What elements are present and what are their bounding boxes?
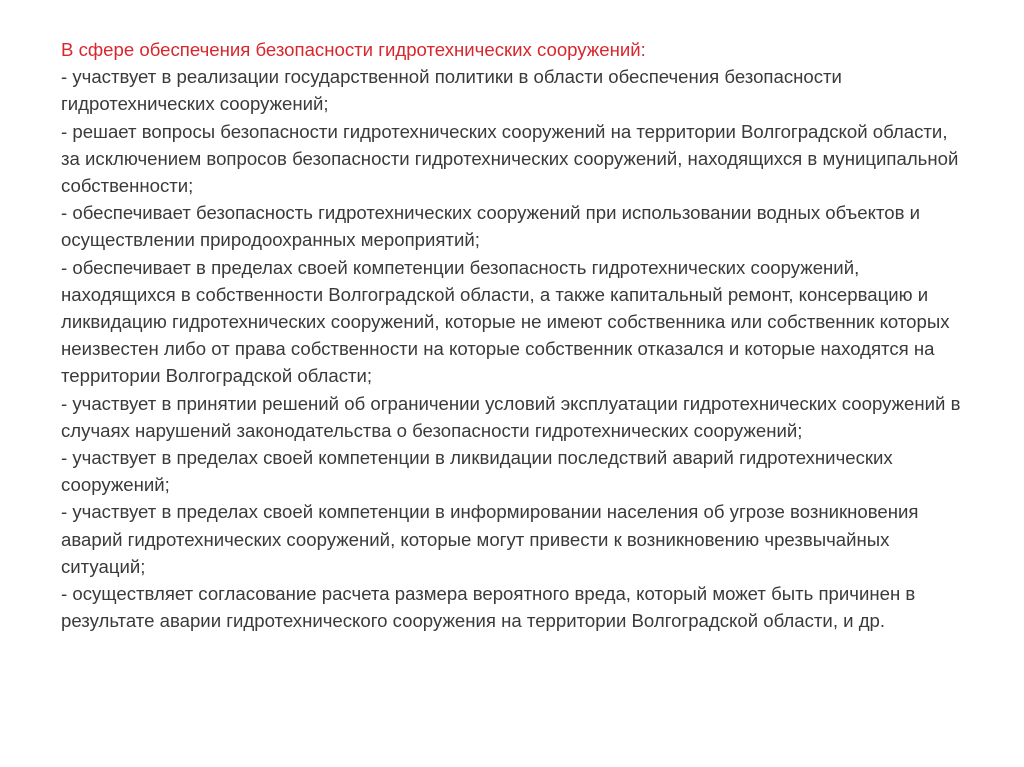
list-item: - обеспечивает в пределах своей компетенции безопасность гидротехнических сооружений, находящихся в собственности Волгоградской области, а также капитальный ремонт, консервацию и ликвидацию гидротехнических сооружений, которые не имеют собственника или собственник которых неизвестен либо от права собственности на которые собственник отказался и которые находятся на территории Волгоградской области;	[61, 256, 950, 387]
list-item: - осуществляет согласование расчета размера вероятного вреда, который может быть причинен в результате аварии гидротехнического сооружения на территории Волгоградской области, и др.	[61, 583, 916, 632]
list-item: - решает вопросы безопасности гидротехнических сооружений на территории Волгоградской области, за исключением вопросов безопасности гидротехнических сооружений, находящихся в муниципальной собственности;	[61, 120, 959, 197]
section-heading: В сфере обеспечения безопасности гидротехнических сооружений:	[61, 39, 646, 60]
list-item: - участвует в пределах своей компетенции в ликвидации последствий аварий гидротехнических сооружений;	[61, 447, 893, 496]
list-item: - обеспечивает безопасность гидротехнических сооружений при использовании водных объектов и осуществлении природоохранных мероприятий;	[61, 202, 921, 251]
text-block	[61, 36, 971, 634]
list-item: - участвует в пределах своей компетенции в информировании населения об угрозе возникновения аварий гидротехнических сооружений, которые могут привести к возникновению чрезвычайных ситуаций;	[61, 501, 919, 577]
list-item: - участвует в принятии решений об ограничении условий эксплуатации гидротехнических сооружений в случаях нарушений законодательства о безопасности гидротехнических сооружений;	[61, 392, 961, 441]
list-item: - участвует в реализации государственной политики в области обеспечения безопасности гидротехнических сооружений;	[61, 66, 842, 115]
